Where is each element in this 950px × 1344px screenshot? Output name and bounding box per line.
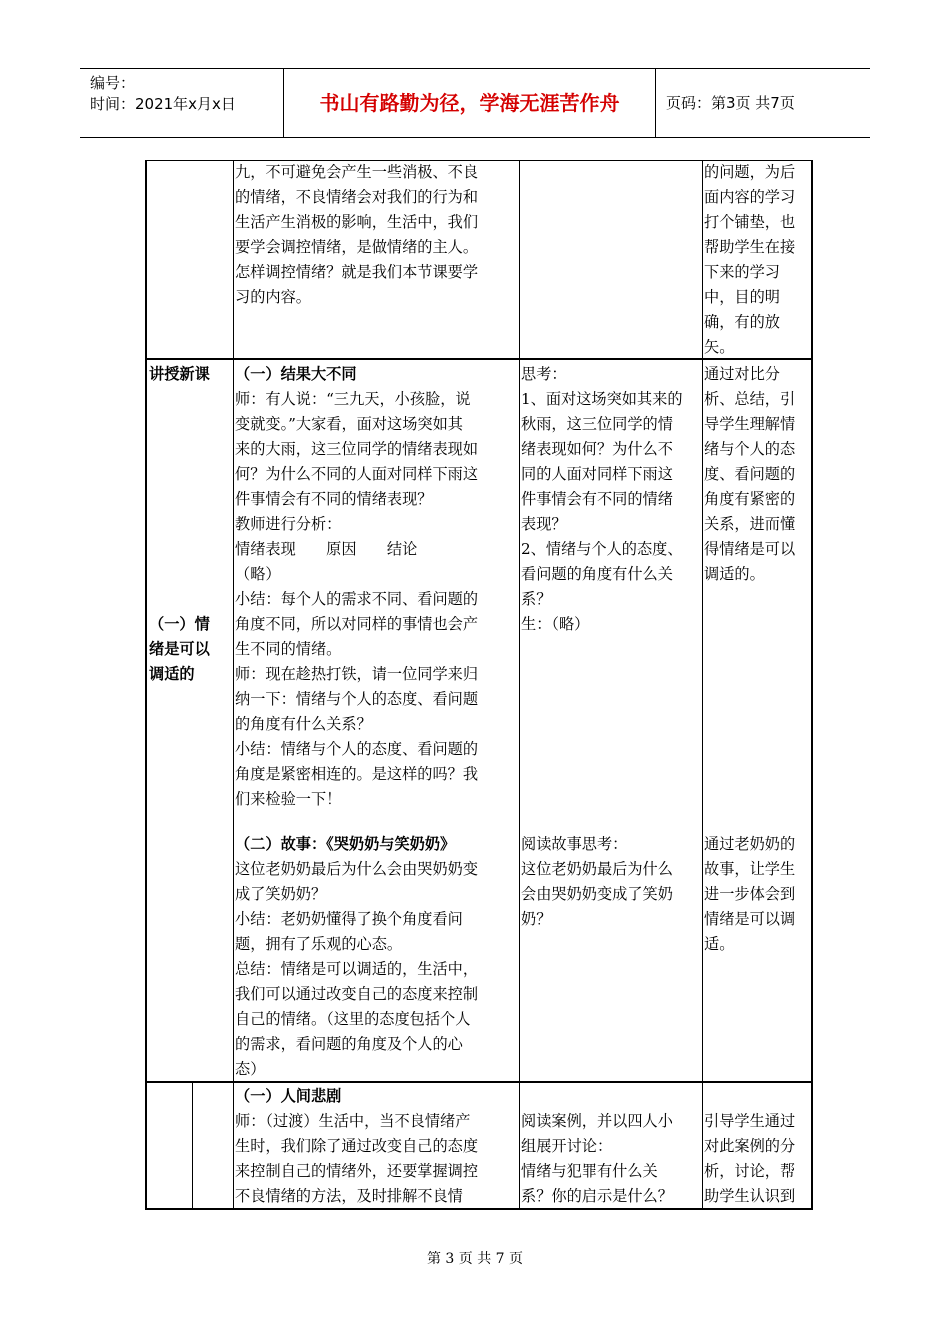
topic-label: （一）情 绪是可以 调适的 xyxy=(149,615,210,683)
header-meta xyxy=(80,69,284,137)
page-footer: 第 3 页 共 7 页 xyxy=(426,1251,524,1267)
last-notes: 引导学生通过 对此案例的分 析，讨论，帮 助学生认识到 xyxy=(704,1112,796,1205)
part2-student: 阅读故事思考： 这位老奶奶最后为什么 会由哭奶奶变成了笑奶 奶？ xyxy=(521,835,673,928)
part1-title: （一）结果大不同 xyxy=(235,365,357,383)
stage-label: 讲授新课 xyxy=(149,365,210,383)
page-header xyxy=(80,68,870,138)
header-motto: 书山有路勤为径，学海无涯苦作舟 xyxy=(284,69,656,137)
last-student: 阅读案例，并以四人小 组展开讨论： 情绪与犯罪有什么关 系？你的启示是什么？ xyxy=(521,1112,673,1205)
header-page-info: 页码：第3页 共7页 xyxy=(666,93,795,112)
part1-student: 思考： 1、面对这场突如其来的 秋雨，这三位同学的情 绪表现如何？为什么不 同的人面对同样下雨这 件事情会有不同的情绪 表现？ 2、情绪与个人的态度、 看问题的角度有什么关 系？ 生：（略） xyxy=(521,365,683,633)
part2-content: （二）故事：《哭奶奶与笑奶奶》 这位老奶奶最后为什么会由哭奶奶变 成了笑奶奶？ 小结：老奶奶懂得了换个角度看问 题，拥有了乐观的心态。 总结：情绪是可以调适的，生活中， 我们可以通过改变自己的态度来控制 自己的情绪。（这里的态度包括个人 的需求，看问题的角度及个人的心 态） xyxy=(235,832,519,1082)
last-title: （一）人间悲剧 xyxy=(235,1087,342,1105)
lesson-table xyxy=(145,160,813,1210)
part2-title: （二）故事：《哭奶奶与笑奶奶》 xyxy=(235,835,456,853)
code-label: 编号： xyxy=(90,74,136,92)
last-content: （一）人间悲剧 师：（过渡）生活中，当不良情绪产 生时，我们除了通过改变自己的态度 来控制自己的情绪外，还要掌握调控 不良情绪的方法，及时排解不良情 xyxy=(235,1084,519,1209)
intro-content: 九，不可避免会产生一些消极、不良 的情绪，不良情绪会对我们的行为和 生活产生消极的影响，生活中，我们 要学会调控情绪，是做情绪的主人。 怎样调控情绪？就是我们本节课要学 习的内容。 xyxy=(235,163,478,306)
part2-notes: 通过老奶奶的 故事，让学生 进一步体会到 情绪是可以调 适。 xyxy=(704,835,796,953)
part1-content: （一）结果大不同 师：有人说：“三九天，小孩脸，说 变就变。”大家看，面对这场突如其 来的大雨，这三位同学的情绪表现如 何？为什么不同的人面对同样下雨这 件事情会有不同的情绪表现？ 教师进行分析： 情绪表现 原因 结论 （略） 小结：每个人的需求不同、看问题的 角度不同，所以对同样的事情也会产 生不同的情绪。 师：现在趁热打铁，请一位同学来归 纳一下：情绪与个人的态度、看问题 的角度有什么关系？ 小结：情绪与个人的态度、看问题的 角度是紧密相连的。是这样的吗？我 们来检验一下！ xyxy=(235,362,519,812)
date-label: 时间：2021年x月x日 xyxy=(90,95,236,113)
part1-notes: 通过对比分 析、总结，引 导学生理解情 绪与个人的态 度、看问题的 角度有紧密的 关系，进而懂 得情绪是可以 调适的。 xyxy=(704,365,796,583)
intro-notes: 的问题，为后 面内容的学习 打个铺垫，也 帮助学生在接 下来的学习 中，目的明 确，有的放 矢。 xyxy=(704,163,796,356)
